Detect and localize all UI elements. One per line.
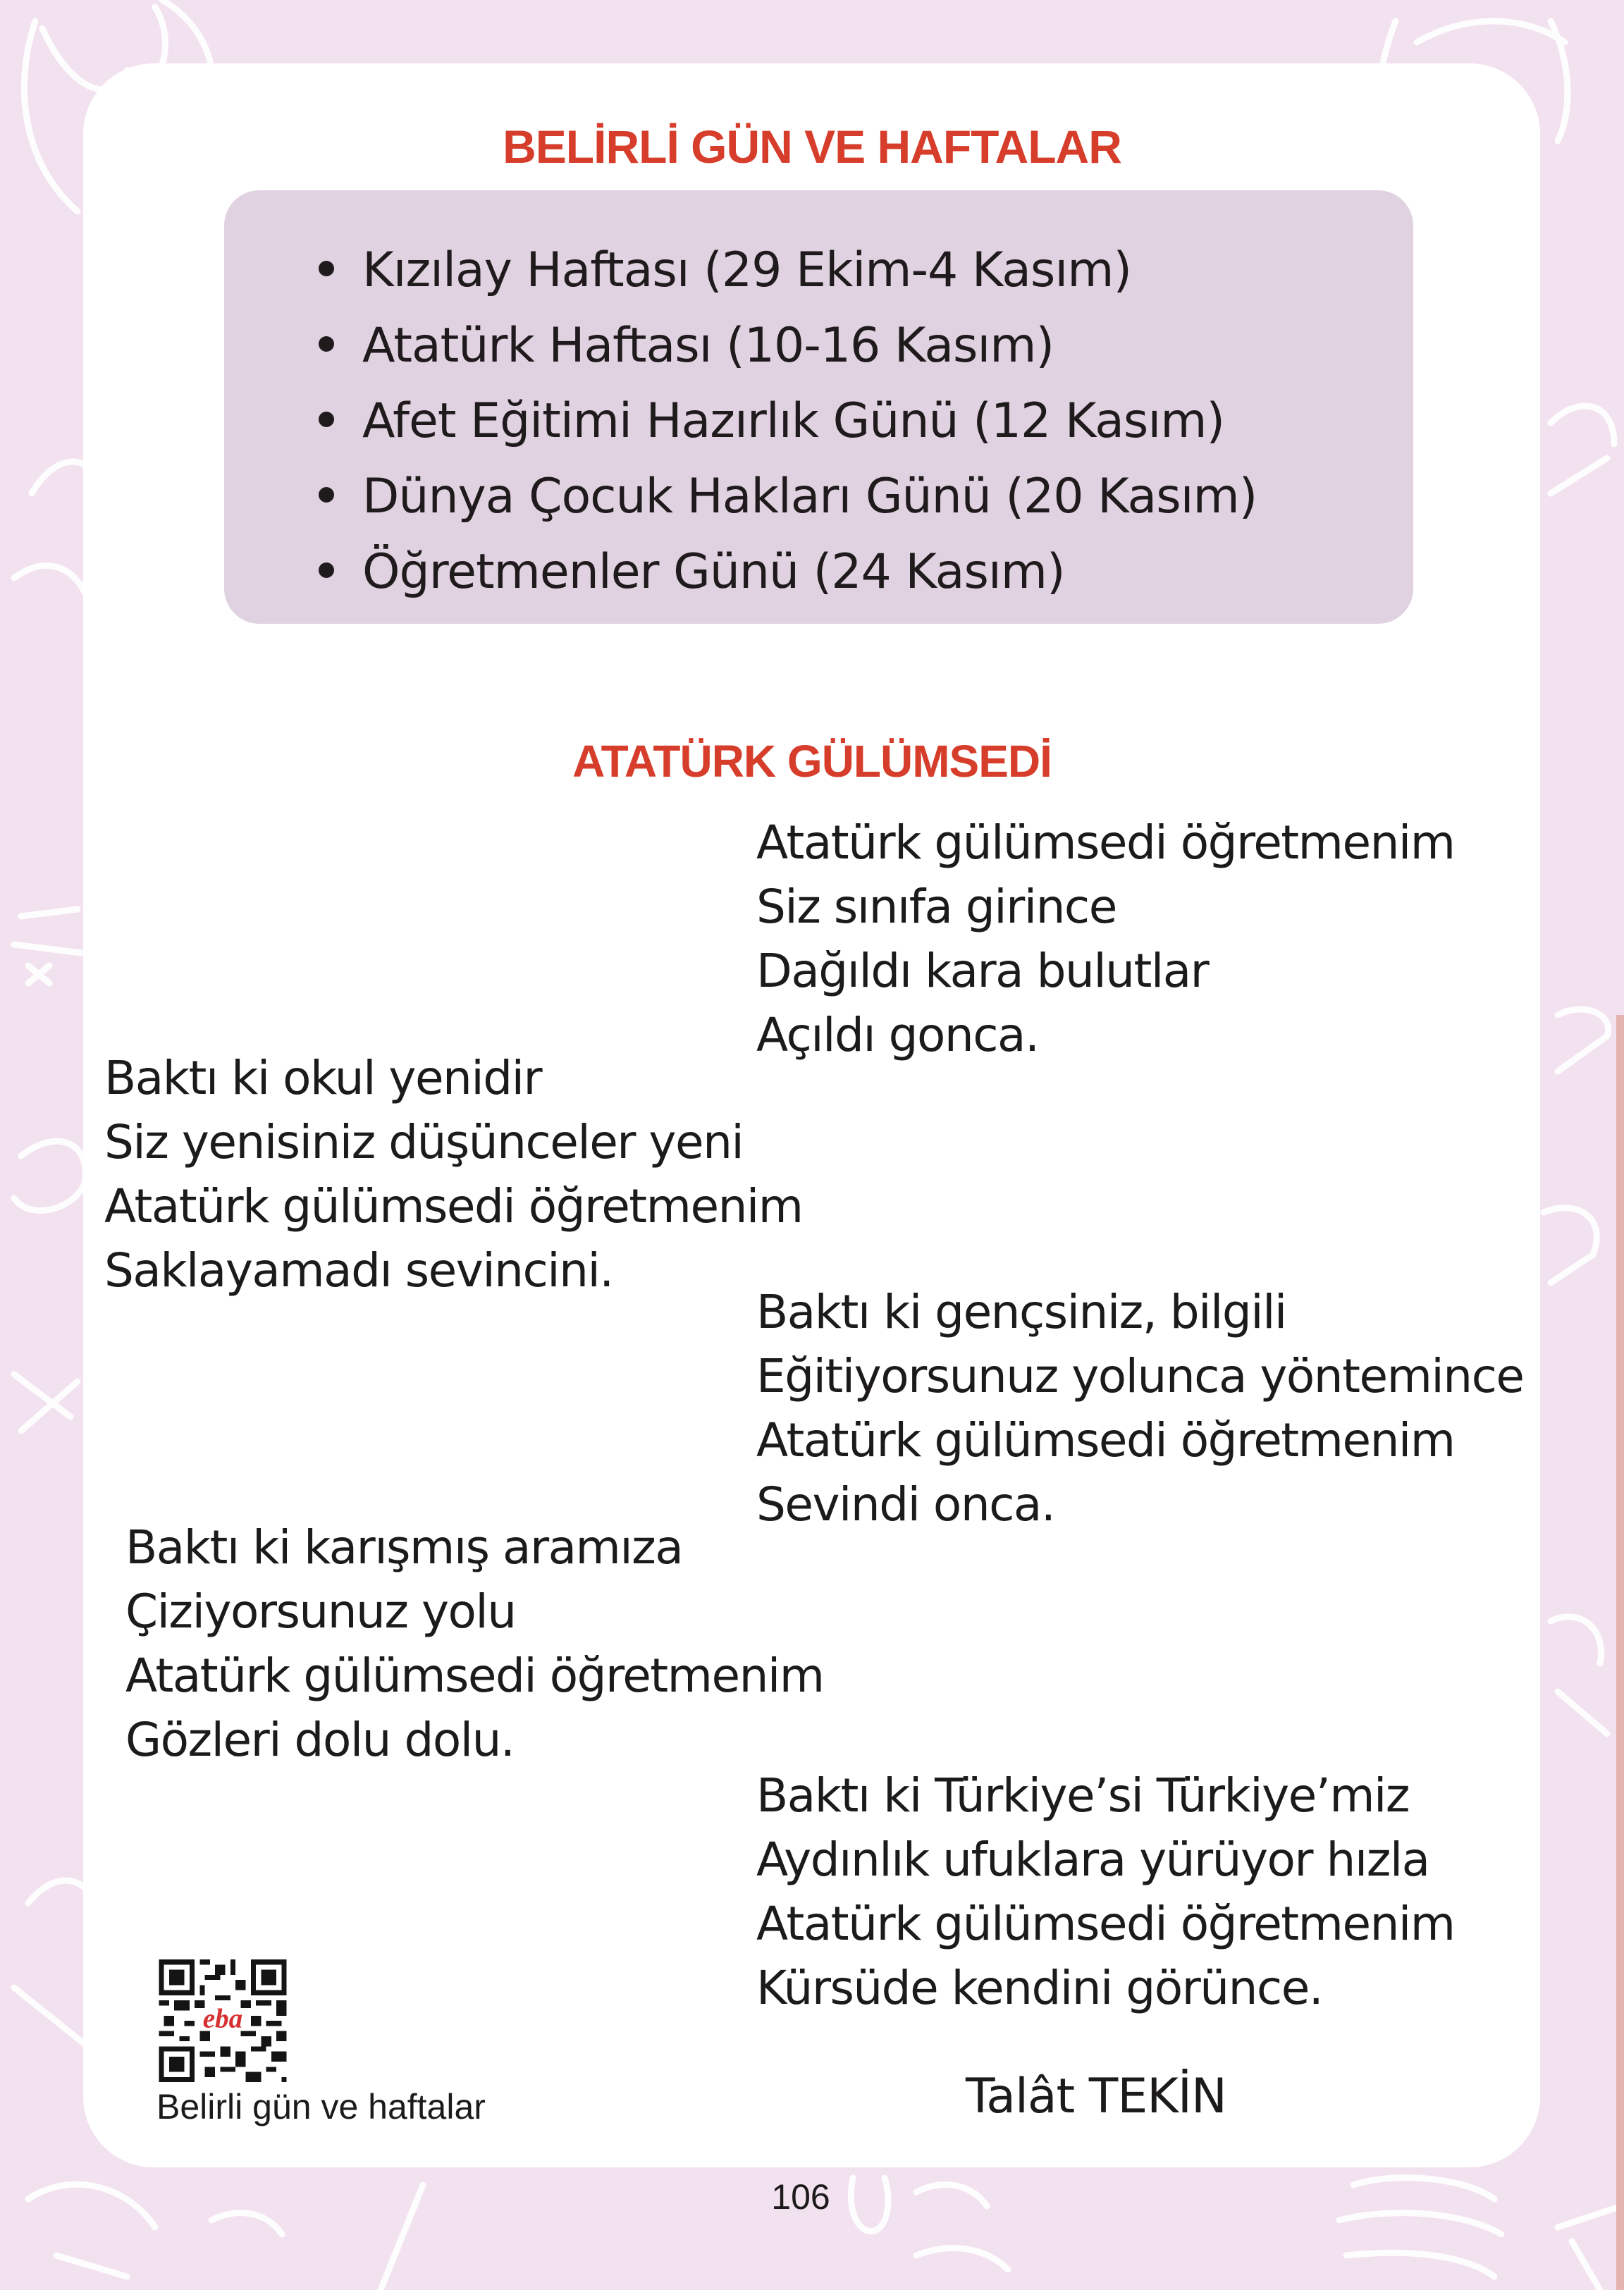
poem-line: Çiziyorsunuz yolu	[125, 1584, 516, 1639]
page-edge-strip	[1616, 1015, 1624, 2290]
poem-line: Baktı ki Türkiye’si Türkiye’miz	[756, 1768, 1410, 1823]
poem-line: Sevindi onca.	[756, 1477, 1055, 1532]
poem-line: Açıldı gonca.	[756, 1008, 1039, 1062]
list-item-label: Atatürk Haftası (10-16 Kasım)	[362, 318, 1054, 374]
poem-line: Kürsüde kendini görünce.	[756, 1961, 1323, 2015]
poem-line: Aydınlık ufuklara yürüyor hızla	[756, 1833, 1429, 1887]
poem-line: Baktı ki gençsiniz, bilgili	[756, 1285, 1286, 1339]
page-title: BELİRLİ GÜN VE HAFTALAR	[503, 121, 1121, 173]
special-days-box	[224, 190, 1413, 624]
list-item	[319, 308, 1257, 383]
poem-line: Gözleri dolu dolu.	[125, 1713, 515, 1767]
poem-line: Atatürk gülümsedi öğretmenim	[756, 815, 1455, 870]
list-item-label: Öğretmenler Günü (24 Kasım)	[362, 544, 1065, 600]
list-item-label: Afet Eğitimi Hazırlık Günü (12 Kasım)	[362, 393, 1225, 449]
bullet-icon	[319, 261, 334, 276]
list-item	[319, 534, 1257, 610]
poem-line: Baktı ki karışmış aramıza	[125, 1520, 683, 1575]
poem-author: Talât TEKİN	[966, 2069, 1226, 2124]
poem-line: Siz yenisiniz düşünceler yeni	[104, 1115, 744, 1169]
poem-stanza-4	[125, 1515, 824, 1772]
poem-line: Baktı ki okul yenidir	[104, 1051, 542, 1105]
bullet-icon	[319, 562, 334, 578]
poem-line: Siz sınıfa girince	[756, 880, 1116, 934]
qr-caption: Belirli gün ve haftalar	[156, 2087, 486, 2126]
poem-line: Saklayamadı sevincini.	[104, 1243, 613, 1298]
bullet-icon	[319, 487, 334, 503]
poem-line: Atatürk gülümsedi öğretmenim	[104, 1179, 803, 1233]
poem-line: Dağıldı kara bulutlar	[756, 944, 1209, 998]
list-item	[319, 459, 1257, 534]
bullet-icon	[319, 412, 334, 427]
poem-stanza-2	[104, 1046, 803, 1303]
list-item-label: Dünya Çocuk Hakları Günü (20 Kasım)	[362, 469, 1257, 524]
eba-logo: eba	[202, 2003, 243, 2034]
poem-line: Atatürk gülümsedi öğretmenim	[756, 1413, 1455, 1467]
list-item	[319, 383, 1257, 459]
special-days-list	[319, 233, 1257, 610]
poem-stanza-3	[756, 1280, 1523, 1537]
list-item-label: Kızılay Haftası (29 Ekim-4 Kasım)	[362, 242, 1132, 298]
poem-stanza-1	[756, 811, 1455, 1067]
bullet-icon	[319, 336, 334, 352]
qr-code-icon[interactable]	[159, 1959, 287, 2082]
list-item	[319, 233, 1257, 308]
poem-line: Eğitiyorsunuz yolunca yöntemince	[756, 1349, 1524, 1403]
poem-stanza-5	[756, 1763, 1455, 2020]
poem-line: Atatürk gülümsedi öğretmenim	[125, 1649, 824, 1703]
page-number: 106	[771, 2177, 830, 2217]
poem-title: ATATÜRK GÜLÜMSEDİ	[572, 736, 1052, 787]
poem-line: Atatürk gülümsedi öğretmenim	[756, 1897, 1455, 1951]
